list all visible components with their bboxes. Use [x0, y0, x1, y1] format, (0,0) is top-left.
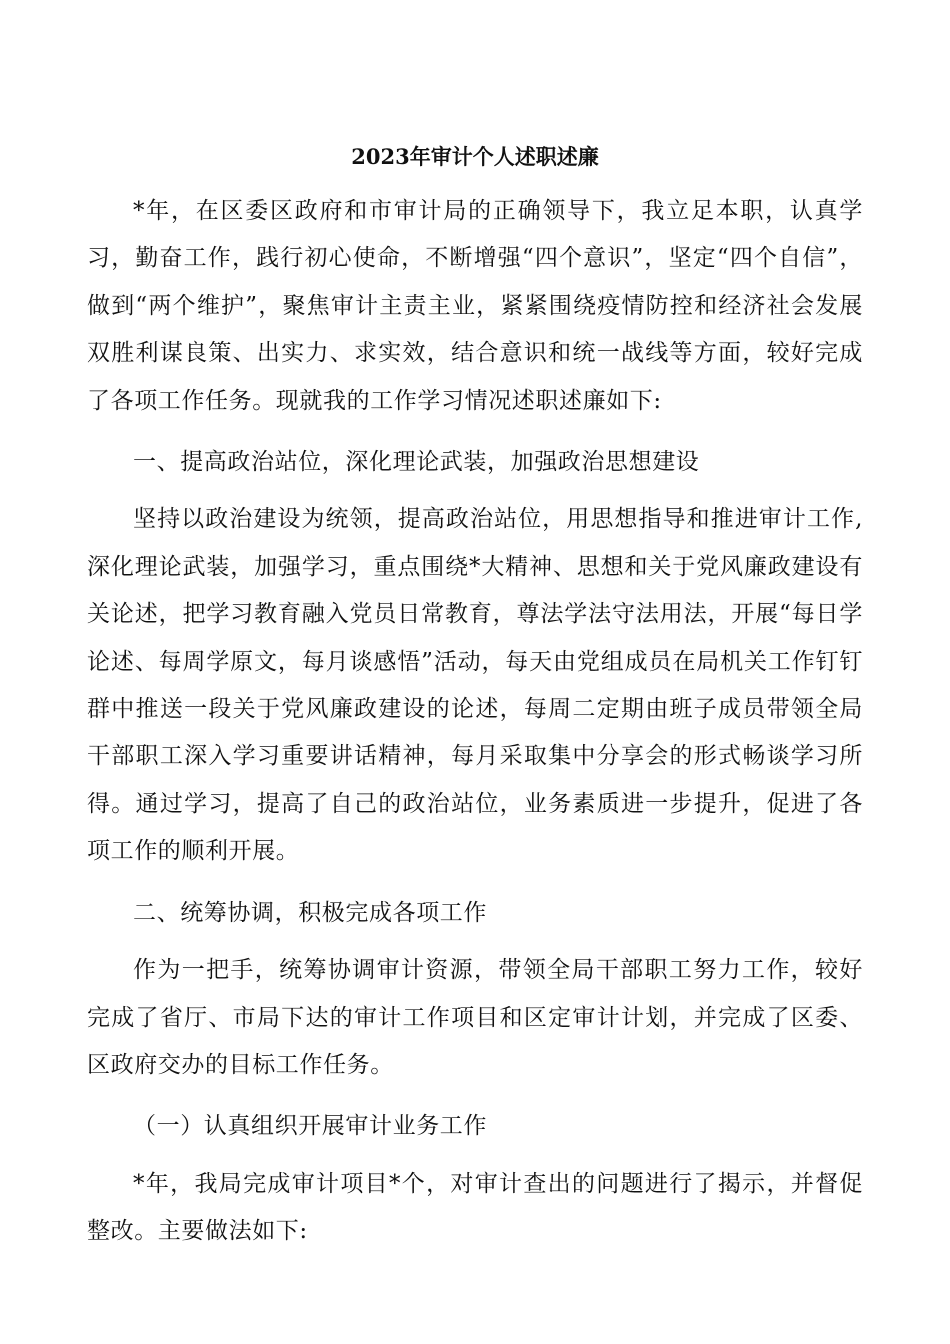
- section-heading-2: 二、统筹协调，积极完成各项工作: [133, 899, 487, 926]
- intro-paragraph: *年，在区委区政府和市审计局的正确领导下，我立足本职，认真学习，勤奋工作，践行初心使命，不断增强“四个意识”，坚定“四个自信”，做到“两个维护”，聚焦审计主责主业，紧紧围绕疫情防控和经济社会发展双胜利谋良策、出实力、求实效，结合意识和统一战线等方面，较好完成了各项工作任务。现就我的工作学习情况述职述廉如下:: [87, 198, 863, 414]
- subsection-heading-1: （一）认真组织开展审计业务工作: [133, 1113, 487, 1140]
- section-1-paragraph: 坚持以政治建设为统领，提高政治站位，用思想指导和推进审计工作,深化理论武装，加强学习，重点围绕*大精神、思想和关于党风廉政建设有关论述，把学习教育融入党员日常教育，尊法学法守法用法，开展“每日学论述、每周学原文，每月谈感悟”活动，每天由党组成员在局机关工作钉钉群中推送一段关于党风廉政建设的论述，每周二定期由班子成员带领全局干部职工深入学习重要讲话精神，每月采取集中分享会的形式畅谈学习所得。通过学习，提高了自己的政治站位，业务素质进一步提升，促进了各项工作的顺利开展。: [87, 506, 863, 865]
- document-title: 2023年审计个人述职述廉: [351, 144, 599, 169]
- subsection-1-paragraph: *年，我局完成审计项目*个，对审计查出的问题进行了揭示，并督促整改。主要做法如下:: [87, 1170, 863, 1245]
- document-body: [87, 188, 863, 1256]
- section-heading-1: 一、提高政治站位，深化理论武装，加强政治思想建设: [133, 449, 700, 476]
- section-2-paragraph: 作为一把手，统筹协调审计资源，带领全局干部职工努力工作，较好完成了省厅、市局下达的审计工作项目和区定审计计划，并完成了区委、区政府交办的目标工作任务。: [87, 957, 863, 1078]
